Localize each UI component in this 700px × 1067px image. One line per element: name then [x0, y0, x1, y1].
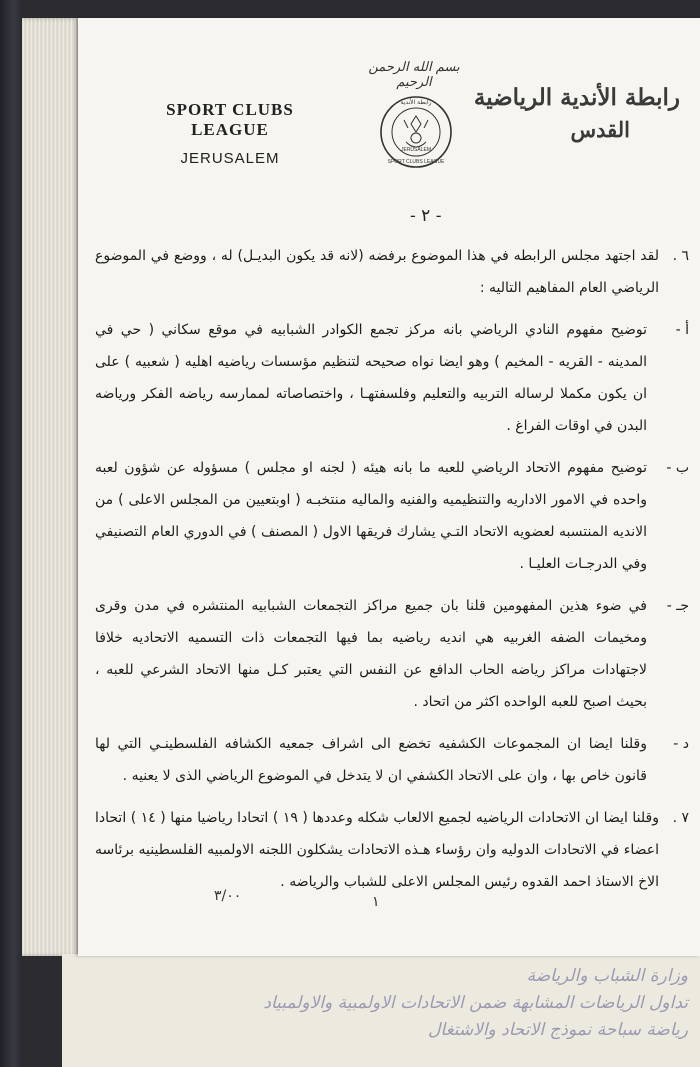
english-org-name: SPORT CLUBS LEAGUE — [166, 100, 294, 139]
document-body — [95, 240, 695, 898]
paragraph-6 — [95, 240, 695, 304]
paragraph-text: وقلنا ايضا ان الاتحادات الرياضيه لجميع الالعاب شكله وعددها ( ١٩ ) اتحادا رياضيا منها ( ١٤ ) اتحادا اعضاء في الاتحادات الدوليه وان رؤساء هـذه الاتحادات يشكلون اللجنه الاولمبيه الفلسطينيه برئاسه الاخ الاستاذ احمد القدوه رئيس المجلس الاعلى للشباب والرياضه . — [95, 810, 659, 890]
page-number: - ٢ - — [410, 206, 442, 226]
paragraph-marker: ٧ . — [672, 810, 689, 826]
binder-spine — [0, 0, 22, 1067]
basmala: بسم الله الرحمن الرحيم — [368, 60, 460, 90]
item-marker: أ - — [675, 322, 689, 338]
arabic-city: القدس — [570, 117, 630, 142]
handwritten-note-line: تداول الرياضات المشابهة ضمن الاتحادات الاولمبية والاولمبياد — [263, 993, 688, 1013]
reference-code: ٣/٠٠ — [214, 888, 242, 904]
item-text: وقلنا ايضا ان المجموعات الكشفيه تخضع الى اشراف جمعيه الكشافه الفلسطينـي التي لها قانون خاص بها ، وان على الاتحاد الكشفي ان لا يتدخل في الموضوع الرياضي الذى لا يعنيه . — [95, 736, 647, 784]
league-seal-icon — [378, 80, 454, 182]
arabic-org-name: رابطة الأندية الرياضية — [473, 84, 680, 111]
item-text: توضيح مفهوم الاتحاد الرياضي للعبه ما بانه هيئه ( لجنه او مجلس ) مسؤوله عن شؤون لعبه واحده في الامور الاداريه والتنظيميه والفنيه والماليه منتخبـه ( اوبتعيين من المجلس الاعلى ) من الانديه المنتسبه لعضويه الاتحاد التـي يشارك فريقها الاول ( المصنف ) في الدوري العام التصنيفي وفي الدرجـات العليـا . — [95, 460, 647, 572]
arabic-letterhead — [474, 84, 680, 142]
item-marker: د - — [673, 736, 689, 752]
item-marker: ب - — [666, 460, 689, 476]
item-d — [95, 728, 695, 792]
footer-page-mark: ١ — [372, 894, 380, 910]
page-stack-edges — [22, 18, 80, 956]
english-letterhead — [150, 100, 310, 167]
item-text: في ضوء هذين المفهومين قلنا بان جميع مراكز التجمعات الشبابيه المنتشره في مدن وقرى ومخيمات الضفه الغربيه هي انديه رياضيه بما فيها التجمعات ذات التسميه الاتحاديه خلافا لاجتهادات مراكز رياضه الحاب الدافع عن النفس التي يعتبر كـل منها الاتحاد الشرعي للعبه ، بحيث اصبح للعبه الواحده اكثر من اتحاد . — [95, 598, 647, 710]
handwritten-note-line: رياضة سباحة نموذج الاتحاد والاشتغال — [428, 1020, 688, 1040]
svg-text:SPORT CLUBS LEAGUE: SPORT CLUBS LEAGUE — [387, 159, 445, 165]
handwritten-note-line: وزارة الشباب والرياضة — [526, 966, 688, 986]
paragraph-7 — [95, 802, 695, 898]
paragraph-marker: ٦ . — [672, 248, 689, 264]
item-c — [95, 590, 695, 718]
paragraph-text: لقد اجتهد مجلس الرابطه في هذا الموضوع برفضه (لانه قد يكون البديـل) له ، ووضع في الموضوع الرياضي العام المفاهيم التاليه : — [95, 248, 659, 296]
svg-text:رابطة الأندية: رابطة الأندية — [400, 99, 432, 106]
item-b — [95, 452, 695, 580]
item-text: توضيح مفهوم النادي الرياضي بانه مركز تجمع الكوادر الشبابيه في موقع سكاني ( حي في المدينه - القريه - المخيم ) وهو ايضا نواه صحيحه لتنظيم مؤسسات رياضيه اهليه ( شعبيه ) على ان يكون مكملا لرساله التربيه والتعليم وفلسفتهـا ، واختصاصاته لممارسه رياضه الفكر ورياضه البدن في اوقات الفراغ . — [95, 322, 647, 434]
english-city: JERUSALEM — [180, 150, 280, 167]
svg-text:JERUSALEM: JERUSALEM — [400, 147, 432, 153]
item-marker: جـ - — [666, 598, 689, 614]
item-a — [95, 314, 695, 442]
